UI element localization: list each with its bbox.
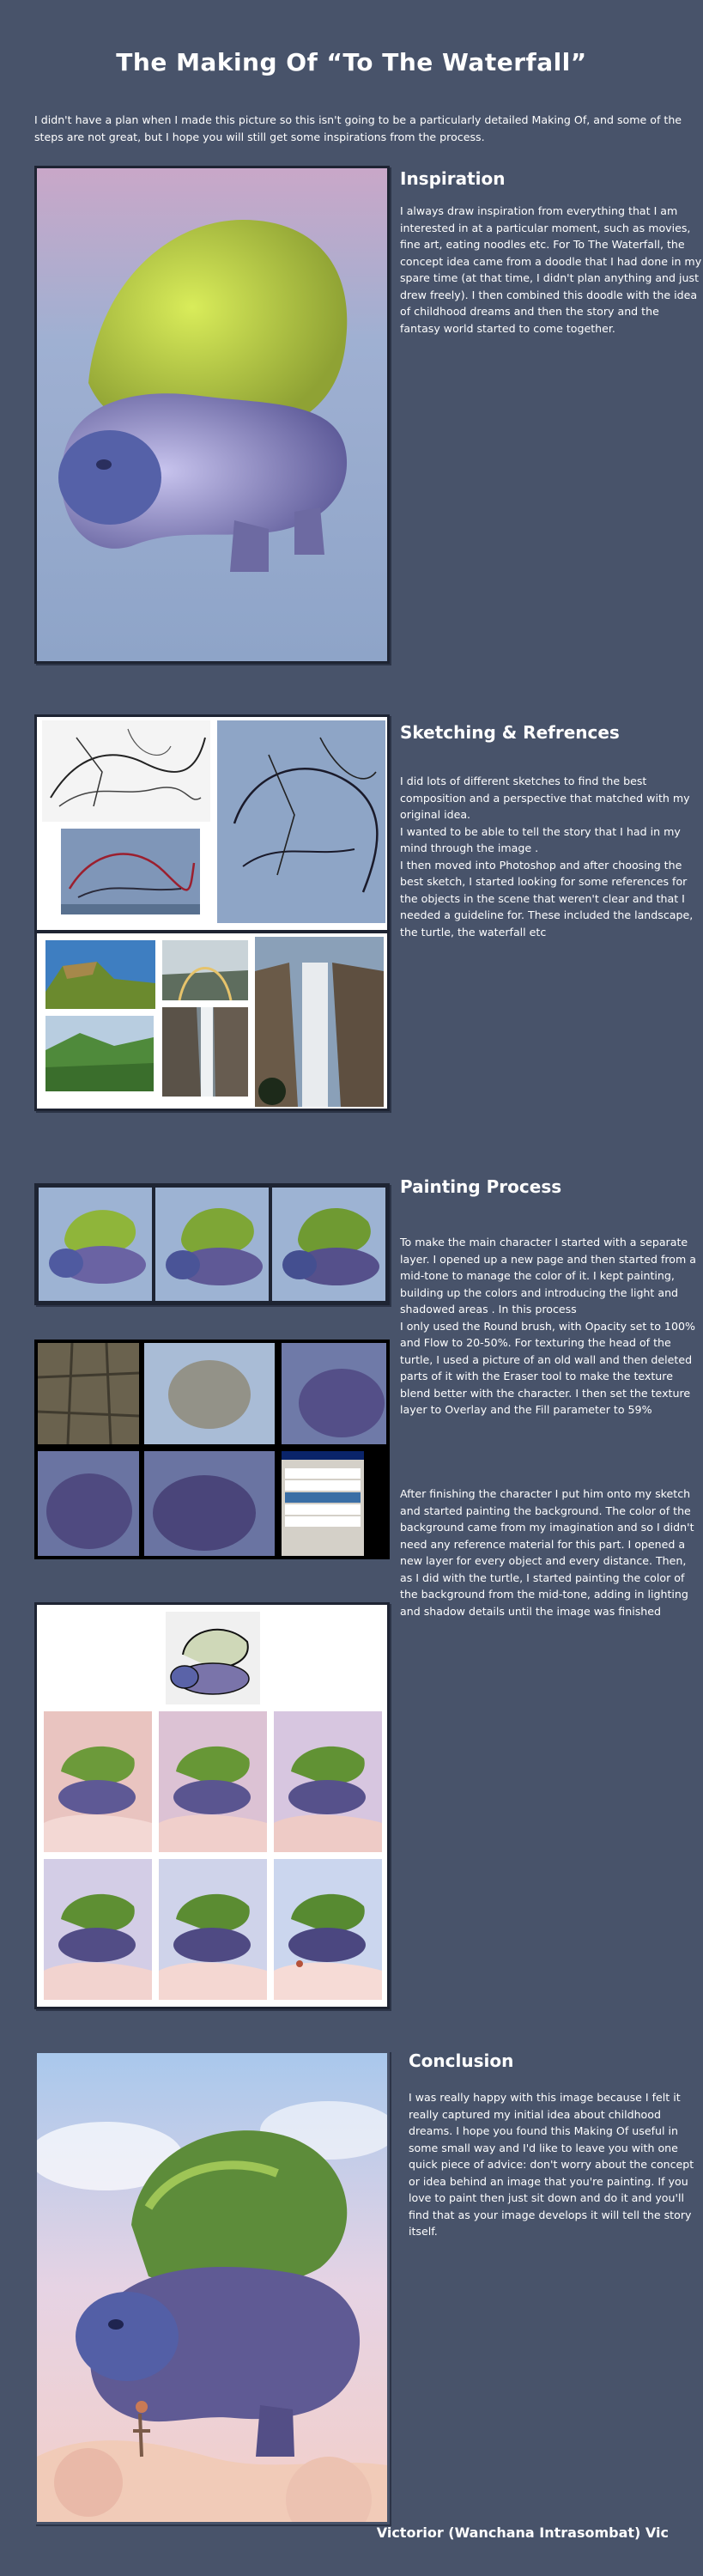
head-detail-thumbnail-2 [144, 1451, 275, 1556]
painting-body-1: To make the main character I started with a separate layer. I opened up a new page and then started from a mid-tone to manage the color of it. I kept painting, building up the colors and introducing the light and shadowed areas . In this process I only used the Round brush, with Opacity set to 100% and Flow to 20-50%. For texturing the head of the turtle, I used a picture of an old wall and then deleted parts of it with the Eraser tool to make the texture blend better with the character. I then set the texture layer to Overlay and the Fill parameter to 59% [400, 1236, 696, 1416]
bg-step-1 [44, 1711, 152, 1852]
background-steps-frame [34, 1602, 390, 2009]
line-sketch-thumbnail [166, 1612, 260, 1704]
painting-body-2: After finishing the character I put him onto my sketch and started painting the background. The color of the background came from my imagination and so I didn't need any reference material for this part. I opened a new layer for every object and every distance. Then, as I did with the turtle, I started painting the color of the background from the mid-tone, adding in lighting and shadow details until the image was finished [400, 1487, 694, 1618]
final-painting [37, 2053, 387, 2522]
painting-texture-steps [34, 1340, 390, 1559]
sketch-over-blue-thumbnail [217, 720, 385, 923]
sketch-thumbnail [42, 720, 210, 822]
reference-photo-rainbow-falls [162, 940, 248, 1000]
inspiration-image-frame [34, 166, 390, 664]
artist-signature: Victorior (Wanchana Intrasombat) Vic [376, 2524, 669, 2541]
inspiration-heading: Inspiration [400, 168, 506, 189]
turtle-step-2 [155, 1188, 269, 1301]
reference-photo-cliffs [45, 940, 155, 1009]
head-detail-thumbnail [38, 1451, 139, 1556]
sketching-heading: Sketching & Refrences [400, 722, 620, 743]
layers-panel-screenshot [282, 1451, 364, 1556]
bg-step-3 [274, 1711, 382, 1852]
texture-overlay-thumbnail [144, 1343, 275, 1444]
bg-step-4 [44, 1859, 152, 2000]
turtle-step-1 [39, 1188, 152, 1301]
bg-step-2 [159, 1711, 267, 1852]
divider [37, 930, 387, 933]
sketching-image-frame [34, 714, 390, 1111]
inspiration-body: I always draw inspiration from everything that I am interested in at a particular moment, such as movies, fine art, eating noodles etc. For To The Waterfall, the concept idea came from a doodle that I had done in my spare time (at that time, I didn't plan anything and just drew freely). I then combined this doodle with the idea of childhood dreams and then the story and the fantasy world started to come together. [400, 204, 702, 335]
reference-photo-falls-cliff [162, 1007, 248, 1097]
conclusion-heading: Conclusion [409, 2050, 514, 2071]
final-image-frame [34, 2050, 390, 2524]
turtle-head-texture-thumbnail [282, 1343, 386, 1444]
painting-heading: Painting Process [400, 1176, 562, 1197]
bg-step-5 [159, 1859, 267, 2000]
reference-photo-tall-waterfall [255, 937, 384, 1107]
page-title: The Making Of “To The Waterfall” [116, 48, 587, 76]
reference-photo-green-valley [45, 1016, 154, 1091]
intro-paragraph: I didn't have a plan when I made this picture so this isn't going to be a particularly detailed Making Of, and some of the steps are not great, but I hope you will still get some inspirations from the process. [34, 113, 682, 143]
painting-turtle-steps-frame [34, 1183, 390, 1305]
turtle-step-3 [272, 1188, 385, 1301]
conclusion-body: I was really happy with this image because I felt it really captured my initial idea about childhood dreams. I hope you found this Making Of useful in some small way and I'd like to leave you with one quick piece of advice: don't worry about the concept or idea behind an image that you're painting. If you love to paint then just sit down and do it and you'll find that as your image develops it will tell the story itself. [409, 2091, 694, 2238]
sketching-body: I did lots of different sketches to find the best composition and a perspective that matched with my original idea. I wanted to be able to tell the story that I had in my mind through the image . I then moved into Photoshop and after choosing the best sketch, I started looking for some references for the objects in the scene that weren't clear and that I needed a guideline for. These included the landscape, the turtle, the waterfall etc [400, 775, 694, 939]
bg-step-6 [274, 1859, 382, 2000]
turtle-concept-painting [37, 168, 387, 661]
color-sketch-thumbnail [61, 829, 200, 914]
wall-texture-thumbnail [38, 1343, 139, 1444]
